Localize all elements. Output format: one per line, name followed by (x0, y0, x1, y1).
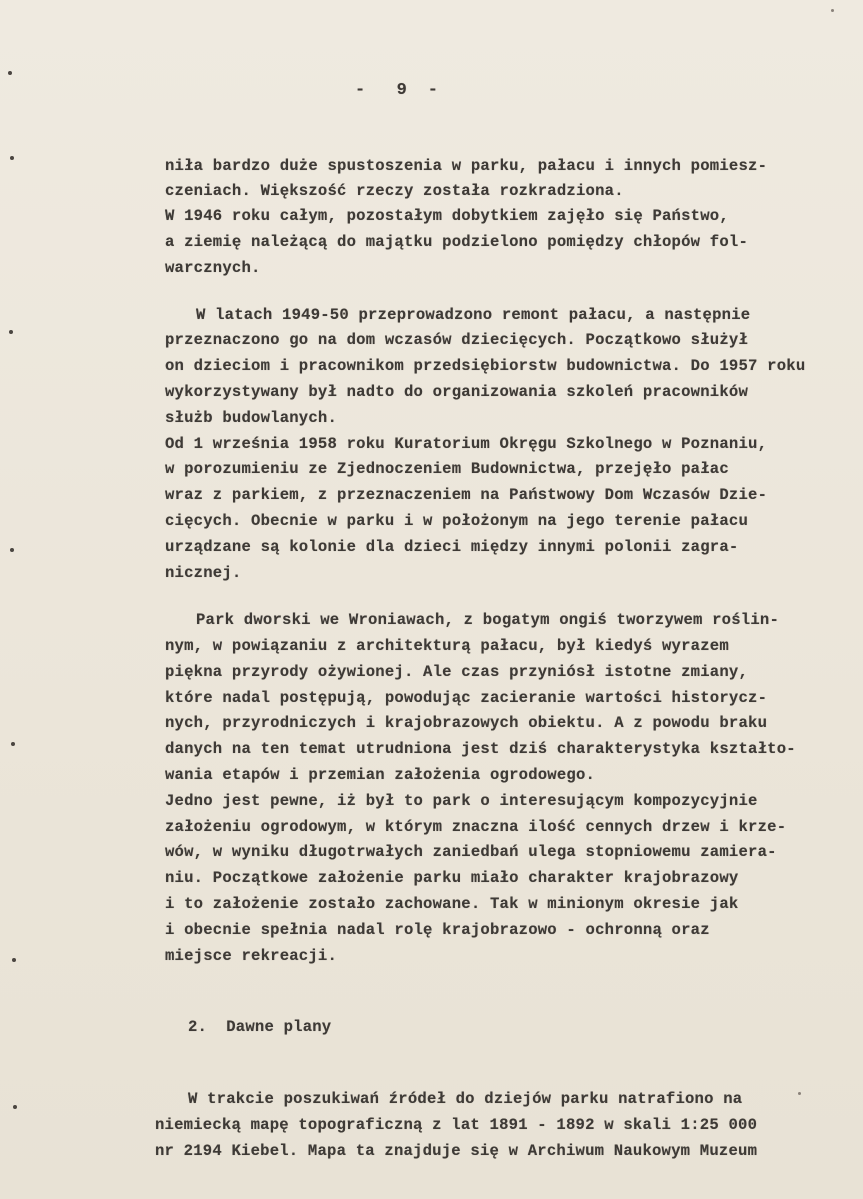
text-line: przeznaczono go na dom wczasów dziecięcych. Początkowo służył (165, 331, 749, 349)
text-line: W latach 1949-50 przeprowadzono remont pałacu, a następnie (196, 306, 751, 324)
margin-mark (12, 958, 16, 962)
text-line: które nadal postępują, powodując zacieranie wartości historycz- (165, 689, 768, 707)
text-line: urządzane są kolonie dla dzieci między innymi polonii zagra- (165, 538, 739, 556)
text-line: i obecnie spełnia nadal rolę krajobrazowo - ochronną oraz (165, 921, 710, 939)
text-line: a ziemię należącą do majątku podzielono pomiędzy chłopów fol- (165, 233, 749, 251)
text-line: Jedno jest pewne, iż był to park o interesującym kompozycyjnie (165, 792, 758, 810)
text-line: cięcych. Obecnie w parku i w położonym na jego terenie pałacu (165, 512, 749, 530)
text-line: nych, przyrodniczych i krajobrazowych obiektu. A z powodu braku (165, 714, 768, 732)
text-line: założeniu ogrodowym, w którym znaczna ilość cennych drzew i krze- (165, 818, 787, 836)
paper-speck (798, 1092, 801, 1095)
text-line: nr 2194 Kiebel. Mapa ta znajduje się w Archiwum Naukowym Muzeum (155, 1142, 758, 1160)
text-line: wów, w wyniku długotrwałych zaniedbań ulega stopniowemu zamiera- (165, 843, 777, 861)
page-number: - 9 - (355, 81, 439, 100)
text-line: służb budowlanych. (165, 409, 338, 427)
text-line: Park dworski we Wroniawach, z bogatym ongiś tworzywem roślin- (196, 611, 780, 629)
margin-mark (9, 330, 13, 334)
text-line: W trakcie poszukiwań źródeł do dziejów parku natrafiono na (188, 1090, 743, 1108)
margin-mark (8, 71, 12, 75)
margin-mark (10, 156, 14, 160)
text-line: danych na ten temat utrudniona jest dziś charakterystyka kształto- (165, 740, 796, 758)
text-line: nym, w powiązaniu z architekturą pałacu, był kiedyś wyrazem (165, 637, 729, 655)
text-line: niła bardzo duże spustoszenia w parku, pałacu i innych pomiesz- (165, 157, 768, 175)
text-line: niemiecką mapę topograficzną z lat 1891 - 1892 w skali 1:25 000 (155, 1116, 758, 1134)
text-line: W 1946 roku całym, pozostałym dobytkiem zajęło się Państwo, (165, 207, 729, 225)
text-line: wania etapów i przemian założenia ogrodowego. (165, 766, 596, 784)
text-line: piękna przyrody ożywionej. Ale czas przyniósł istotne zmiany, (165, 663, 749, 681)
text-line: w porozumieniu ze Zjednoczeniem Budownictwa, przejęło pałac (165, 460, 729, 478)
text-line: miejsce rekreacji. (165, 947, 338, 965)
text-line: niu. Początkowe założenie parku miało charakter krajobrazowy (165, 869, 739, 887)
text-line: warcznych. (165, 259, 261, 277)
text-line: wraz z parkiem, z przeznaczeniem na Państwowy Dom Wczasów Dzie- (165, 486, 768, 504)
text-line: i to założenie zostało zachowane. Tak w minionym okresie jak (165, 895, 739, 913)
text-line: Od 1 września 1958 roku Kuratorium Okręgu Szkolnego w Poznaniu, (165, 435, 768, 453)
section-heading: 2. Dawne plany (188, 1018, 332, 1036)
margin-mark (10, 548, 14, 552)
text-line: on dzieciom i pracownikom przedsiębiorstw budownictwa. Do 1957 roku (165, 357, 806, 375)
margin-mark (13, 1105, 17, 1109)
margin-mark (11, 742, 15, 746)
paper-speck (831, 9, 834, 12)
text-line: wykorzystywany był nadto do organizowania szkoleń pracowników (165, 383, 749, 401)
text-line: czeniach. Większość rzeczy została rozkradziona. (165, 182, 624, 200)
text-line: nicznej. (165, 564, 242, 582)
